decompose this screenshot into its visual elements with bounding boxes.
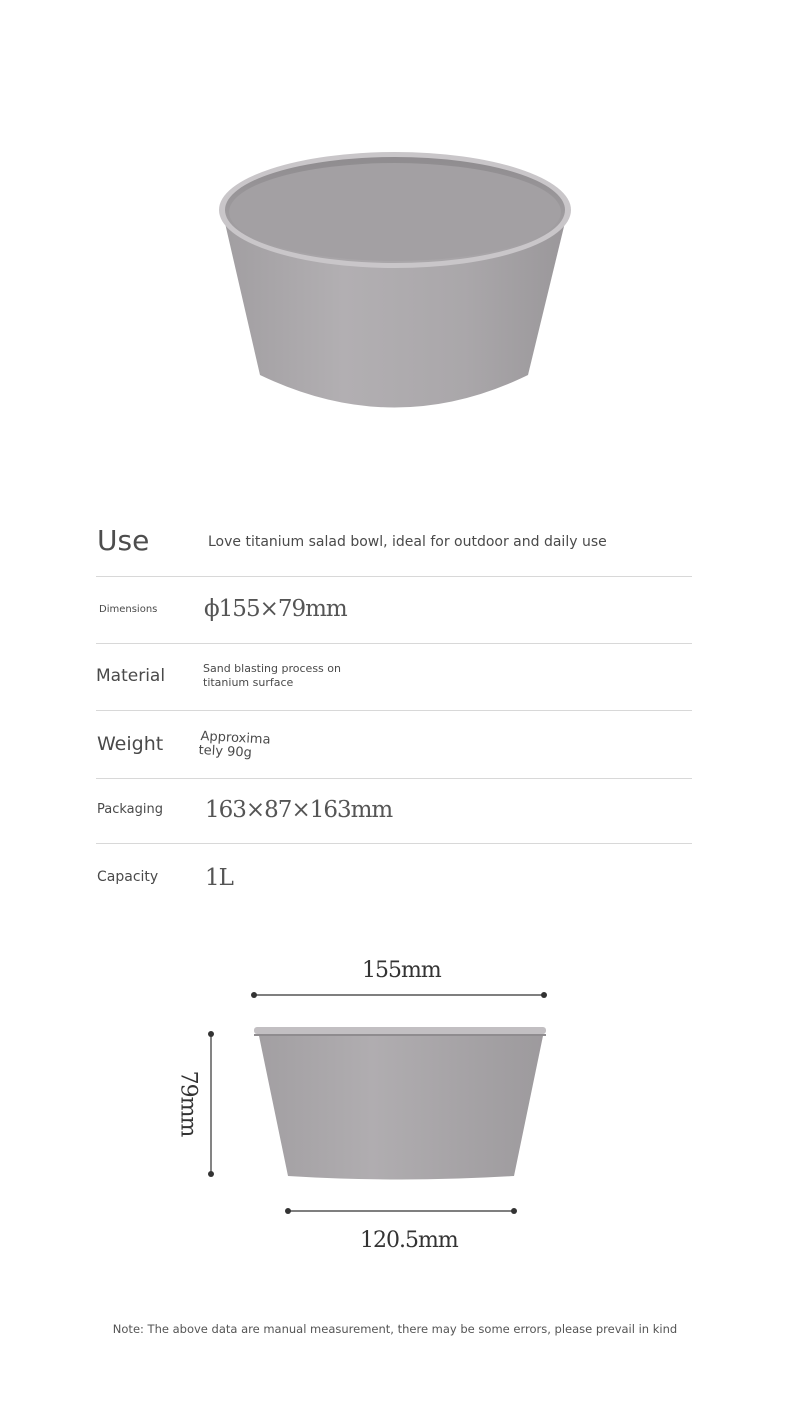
- material-value-line1: Sand blasting process on: [203, 662, 341, 675]
- bottom-width-label: 120.5mm: [360, 1228, 458, 1253]
- top-width-label: 155mm: [362, 958, 441, 983]
- spec-row-packaging: [96, 779, 692, 843]
- spec-row-dimensions: [96, 577, 692, 643]
- measurement-note: Note: The above data are manual measurement, there may be some errors, please prevail in kind: [112, 1322, 678, 1336]
- packaging-value: 163×87×163mm: [205, 797, 393, 823]
- spec-row-use: [96, 510, 692, 576]
- dimension-lines: [160, 955, 630, 1260]
- height-label: 79mm: [175, 1070, 201, 1137]
- packaging-label: Packaging: [97, 802, 163, 817]
- spec-row-weight: [96, 711, 692, 778]
- dimensions-value: ϕ155×79mm: [204, 596, 347, 622]
- capacity-value: 1L: [205, 865, 233, 891]
- spec-row-capacity: [96, 844, 692, 910]
- spec-row-material: [96, 644, 692, 710]
- use-label: Use: [97, 524, 150, 557]
- weight-value-line1: Approxima: [200, 729, 271, 748]
- dimensions-label: Dimensions: [99, 604, 158, 615]
- bowl-product-image: [210, 140, 580, 425]
- material-value-line2: titanium surface: [203, 676, 294, 689]
- capacity-label: Capacity: [97, 869, 159, 885]
- use-value: Love titanium salad bowl, ideal for outdoor and daily use: [208, 534, 607, 550]
- dimension-diagram: [160, 955, 630, 1260]
- weight-value-line2: tely 90g: [198, 743, 253, 761]
- material-label: Material: [96, 666, 166, 686]
- weight-label: Weight: [97, 733, 164, 755]
